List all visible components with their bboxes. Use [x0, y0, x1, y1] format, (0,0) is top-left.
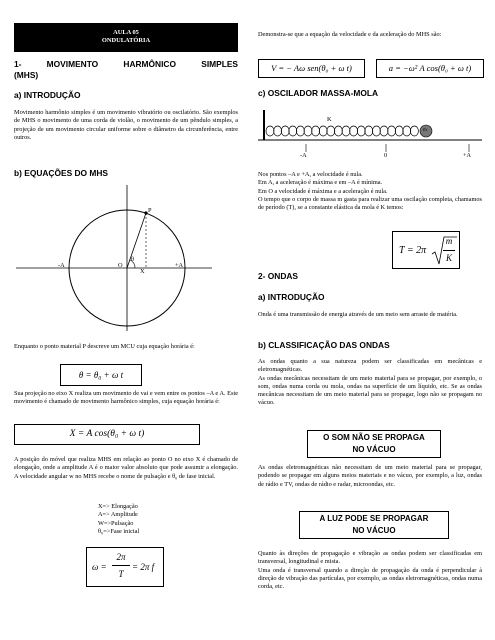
label-origin: O [118, 262, 123, 269]
label-theta: θ [131, 256, 135, 263]
direction-line: Quanto às direções de propagação e vibração as ondas podem ser classificadas em transversal, longitudinal e mista. [258, 550, 482, 566]
oscillator-line: Nos pontos –A e +A, a velocidade é nula. [258, 171, 363, 178]
heading-classificacao: b) CLASSIFICAÇÃO DAS ONDAS [258, 340, 390, 350]
intro-paragraph: Movimento harmônio simples é um movimento vibratório ou oscilatório. São exemplos de MHS o movimento de uma corda de violão, o movimento de um pêndulo simples, a projeção de um movimento circular uniforme sobre o diâmetro da circunferência, entre outros. [14, 109, 238, 141]
sound-vacuum-box [307, 430, 441, 458]
mass-label-m: m [423, 128, 427, 133]
spring-coil [403, 126, 411, 136]
classification-line: As ondas quanto a sua natureza podem ser classificadas em mecânicas e eletromagnéticas. [258, 358, 482, 374]
spring-coil [312, 126, 320, 136]
classification-line: As ondas mecânicas necessitam de um meio material para se propagar, por exemplo, o som, ondas numa corda ou mola, ondas na superfície de um líquido, etc. Se as ondas mecânicas necessitam de um meio material para se propagar, logo não se propagam no vácuo. [258, 374, 482, 407]
spring-coil [266, 126, 274, 136]
direction-paragraph [258, 550, 482, 591]
classification-paragraph [258, 358, 482, 408]
light-vacuum-line: NO VÁCUO [352, 526, 396, 535]
heading-equacoes: b) EQUAÇÕES DO MHS [14, 168, 108, 178]
spring-coil [350, 126, 358, 136]
velocity-equation-box [258, 59, 365, 78]
theta-equation-box [60, 364, 142, 386]
oscillator-line: Em O a velocidade é máxima e a aceleração é nula. [258, 187, 388, 195]
spring-label-zero: 0 [384, 152, 388, 159]
oscillator-paragraph [258, 171, 482, 212]
omega-rhs: = 2π f [132, 562, 155, 572]
lesson-number: AULA 05 [113, 29, 139, 36]
legend-list [98, 503, 139, 536]
direction-line: Uma onda é transversal quando a direção de propagação da onda é perpendicular à direção de vibração das partículas, por exemplo, as ondas eletromagnéticas, ondas numa corda, etc. [258, 566, 482, 591]
heading-oscilador: c) OSCILADOR MASSA-MOLA [258, 88, 379, 98]
legend-item: θ₀=>Fase inicial [98, 527, 140, 535]
legend-item: X=> Elongação [98, 503, 138, 510]
projection-paragraph: Sua projeção no eixo X realiza um movimento de vai e vem entre os pontos –A e A. Este movimento é chamado de movimento harmônico simples, cuja equação horária é: [14, 390, 238, 406]
spring-coil [365, 126, 373, 136]
demo-paragraph: Demonstra-se que a equação da velocidade e da aceleração do MHS são: [258, 31, 442, 38]
sound-vacuum-line: NO VÁCUO [352, 445, 396, 454]
acceleration-equation-box [376, 59, 484, 78]
acceleration-equation: a = −ω² A cos(θ₀ + ω t) [388, 63, 472, 73]
spring-coil [289, 126, 297, 136]
omega-lhs: ω = [92, 562, 107, 572]
spring-coil [388, 126, 396, 136]
spring-coil [319, 126, 327, 136]
label-x: X [140, 268, 145, 275]
wave-definition-paragraph: Onda é uma transmissão de energia através de um meio sem arraste de matéria. [258, 311, 458, 318]
spring-coil [274, 126, 282, 136]
legend-item: A=> Amplitude [98, 511, 138, 519]
spring-label-minus-a: -A [300, 152, 307, 159]
spring-mass-figure [258, 106, 482, 168]
mcu-paragraph: Enquanto o ponto material P descreve um MCU cuja equação horária é: [14, 343, 195, 350]
spring-coil [304, 126, 312, 136]
lesson-topic: ONDULATÓRIA [101, 37, 151, 44]
legend-item: W=>Pulsação [98, 519, 134, 527]
spring-label-plus-a: +A [463, 152, 472, 159]
spring-label-k: K [327, 116, 332, 123]
period-numerator: m [445, 236, 453, 246]
spring-coil [281, 126, 289, 136]
x-equation: X = A cos(θ₀ + ω t) [69, 429, 145, 439]
oscillator-line: Em A, a aceleração é máxima e em –A é mínima. [258, 179, 383, 187]
spring-coil [327, 126, 335, 136]
lesson-header [14, 23, 238, 52]
section-title-mhs-abbr: (MHS) [14, 70, 39, 80]
elongation-paragraph: A posição do móvel que realiza MHS em relação ao ponto O no eixo X é chamado de elongação, onde a amplitude A é o maior valor absoluto que pode assumir a elongação. A velocidade angular w no MHS recebe o nome de pulsação e θ₀ de fase inicial. [14, 456, 238, 480]
fraction-bar [112, 565, 130, 566]
heading-ondas-introducao: a) INTRODUÇÃO [258, 292, 325, 302]
spring-coil [334, 126, 342, 136]
spring-coil [357, 126, 365, 136]
label-minus-a: -A [58, 262, 65, 269]
spring-coil [296, 126, 304, 136]
spring-coil [380, 126, 388, 136]
electromagnetic-paragraph: As ondas eletromagnéticas não necessitam de um meio material para se propagar, podendo se propagar em alguns meios materiais e no vácuo, por exemplo, a luz, ondas de rádio e TV, ondas de rádio e radar, microondas, etc. [258, 464, 482, 488]
heading-introducao: a) INTRODUÇÃO [14, 90, 81, 100]
section-title-mhs: 1- MOVIMENTO HARMÔNICO SIMPLES [14, 59, 238, 69]
label-plus-a: +A [175, 262, 184, 269]
spring-coil [395, 126, 403, 136]
sound-vacuum-line: O SOM NÃO SE PROPAGA [323, 433, 425, 442]
velocity-equation: V = − Aω sen(θ₀ + ω t) [271, 63, 352, 73]
period-fraction-bar [443, 250, 455, 251]
period-equation-box [392, 231, 460, 269]
label-p: P [148, 207, 152, 214]
omega-numerator: 2π [116, 552, 126, 562]
oscillator-line: O tempo que o corpo de massa m gasta para realizar uma oscilação completa, chamamos de período (T), se a constante elástica da mola é K temos: [258, 195, 482, 212]
theta-equation: θ = θ₀ + ω t [78, 370, 124, 380]
light-vacuum-box [299, 511, 449, 539]
x-equation-box [14, 424, 200, 445]
omega-equation-box [86, 547, 164, 587]
spring-coil [372, 126, 380, 136]
light-vacuum-line: A LUZ PODE SE PROPAGAR [319, 514, 429, 523]
section-title-ondas: 2- ONDAS [258, 271, 299, 281]
spring-coil [410, 126, 418, 136]
omega-denominator: T [118, 569, 124, 579]
spring-coil [342, 126, 350, 136]
period-denominator: K [445, 253, 452, 263]
mcu-circle-figure [16, 183, 216, 333]
period-lhs: T = 2π [399, 245, 427, 256]
